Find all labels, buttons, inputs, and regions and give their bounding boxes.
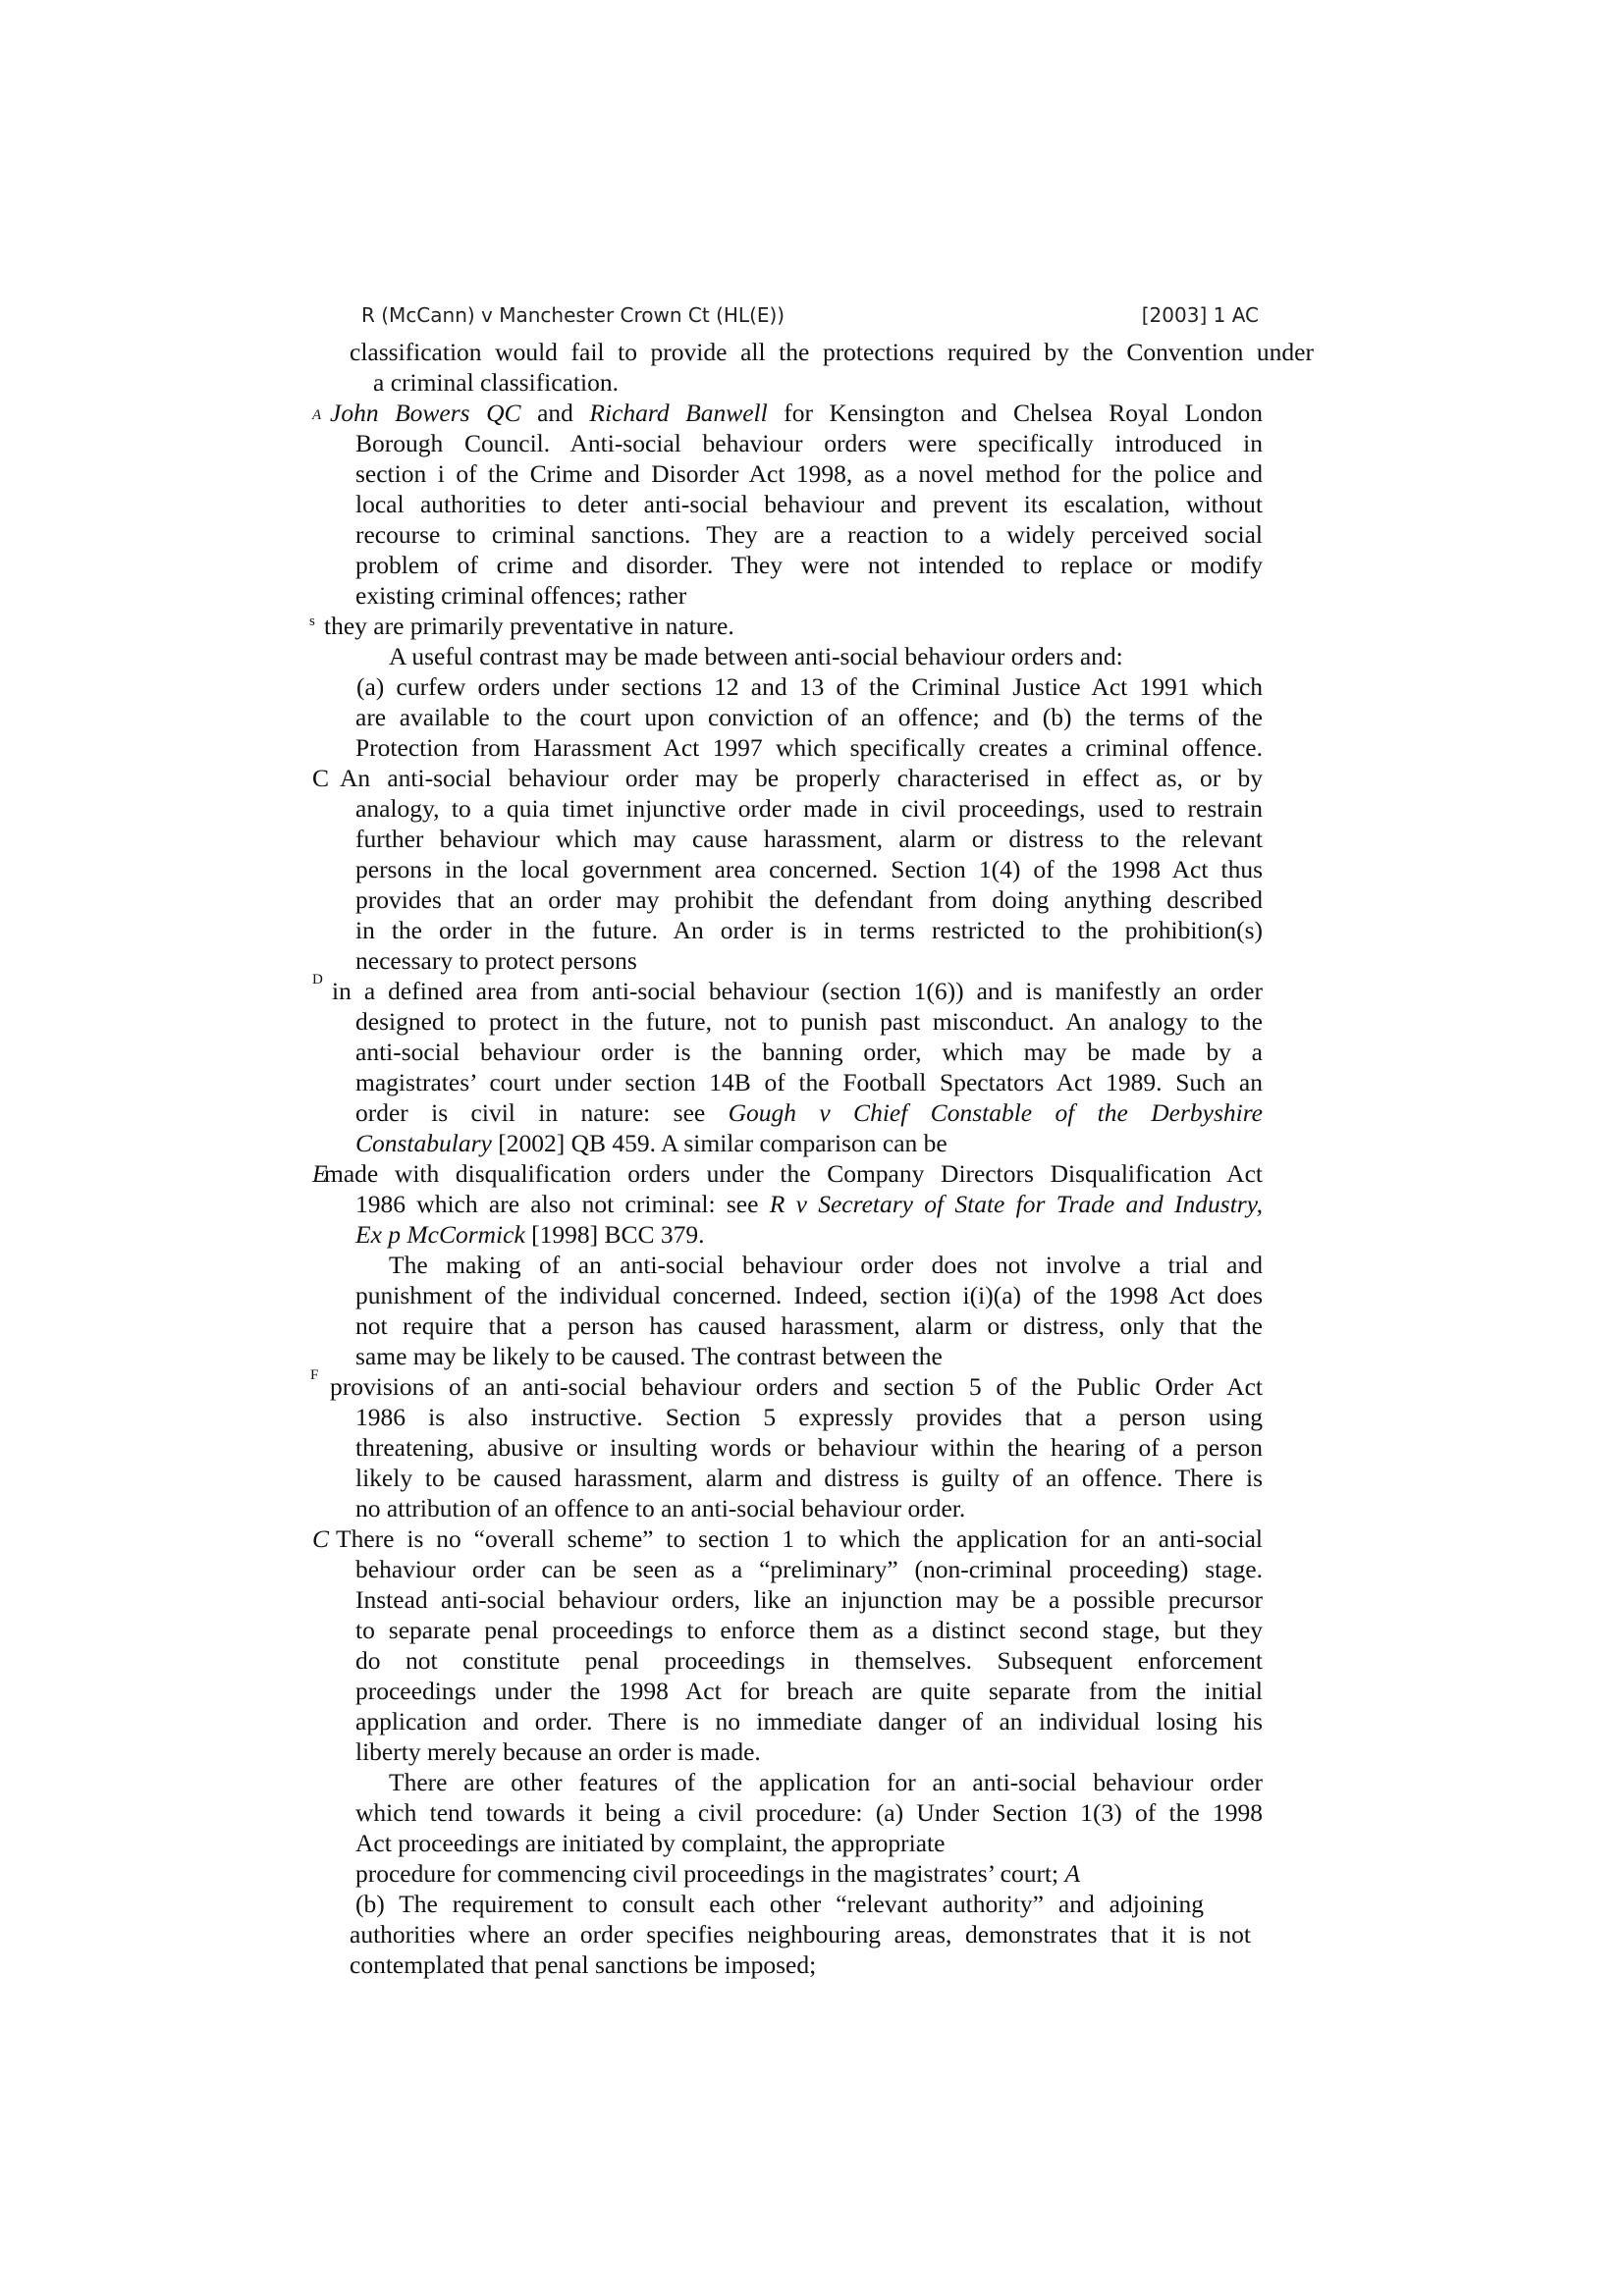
text-line: [355, 1310, 1263, 1341]
text-line: [355, 428, 1263, 458]
text-line: [324, 1158, 1263, 1189]
text-line: [355, 519, 1263, 550]
text-line: [355, 550, 1263, 580]
text-run: behaviour order can be seen as a “preliminary” (non-criminal proceeding) stage.: [355, 1555, 1263, 1583]
text-run: and: [520, 399, 590, 427]
text-line: [355, 1645, 1263, 1676]
text-line: [324, 611, 734, 641]
text-run: persons in the local government area concerned. Section 1(4) of the 1998 Act thus: [355, 855, 1263, 883]
text-run: There is no “overall scheme” to section 1 to which the application for an anti-social: [336, 1524, 1263, 1553]
text-run: An anti-social behaviour order may be properly characterised in effect as, or by: [340, 764, 1263, 792]
text-line: [355, 854, 1263, 884]
text-line: [355, 1493, 965, 1523]
text-run: magistrates’ court under section 14B of the Football Spectators Act 1989. Such an: [355, 1068, 1263, 1096]
text-run: Instead anti-social behaviour orders, like an injunction may be a possible precursor: [355, 1585, 1263, 1614]
text-line: [355, 1097, 1263, 1128]
text-line: [355, 458, 1263, 489]
text-run: are available to the court upon conviction of an offence; and (b) the terms of the: [355, 703, 1263, 731]
margin-letter: E: [312, 1159, 328, 1188]
text-line: [355, 1341, 943, 1371]
text-line: [350, 337, 1314, 367]
text-run: which tend towards it being a civil procedure: (a) Under Section 1(3) of the 1998: [355, 1798, 1263, 1827]
text-line: [355, 793, 1263, 824]
margin-letter: A: [312, 407, 322, 423]
text-line: [355, 1858, 1080, 1889]
text-run: for Kensington and Chelsea Royal London: [767, 399, 1263, 427]
text-run: recourse to criminal sanctions. They are a reaction to a widely perceived social: [355, 520, 1263, 549]
text-line: [355, 1189, 1263, 1219]
text-run: problem of crime and disorder. They were not intended to replace or modify: [355, 551, 1263, 579]
text-run: threatening, abusive or insulting words or behaviour within the hearing of a person: [355, 1433, 1263, 1462]
text-run: A useful contrast may be made between anti-social behaviour orders and:: [389, 642, 1123, 670]
text-line: [373, 367, 619, 398]
text-run: Ex p McCormick: [355, 1220, 525, 1249]
text-run: contemplated that penal sanctions be imposed;: [350, 1950, 817, 1979]
text-line: [332, 976, 1263, 1006]
case-title: R (McCann) v Manchester Crown Ct (HL(E)): [361, 303, 785, 327]
text-line: [355, 1584, 1263, 1615]
text-line: [356, 671, 1263, 702]
text-run: Richard Banwell: [589, 399, 768, 427]
text-run: section i of the Crime and Disorder Act 1998, as a novel method for the police and: [355, 459, 1263, 488]
text-run: authorities where an order specifies neighbouring areas, demonstrates that it is not: [350, 1920, 1251, 1949]
text-run: anti-social behaviour order is the banning order, which may be made by a: [355, 1038, 1263, 1066]
text-line: [355, 1432, 1263, 1463]
text-run: Protection from Harassment Act 1997 which specifically creates a criminal offence.: [355, 733, 1263, 762]
text-run: not require that a person has caused harassment, alarm or distress, only that the: [355, 1311, 1263, 1340]
text-run: same may be likely to be caused. The contrast between the: [355, 1342, 943, 1370]
text-run: liberty merely because an order is made.: [355, 1737, 761, 1766]
text-run: classification would fail to provide all the protections required by the Convention under: [350, 338, 1314, 366]
text-run: (a) curfew orders under sections 12 and 13 of the Criminal Justice Act 1991 which: [356, 672, 1263, 701]
text-line: [355, 915, 1263, 945]
text-line: [330, 398, 1263, 428]
text-line: [355, 732, 1263, 763]
margin-letter: C: [312, 1524, 330, 1553]
text-run: proceedings under the 1998 Act for breach are quite separate from the initial: [355, 1677, 1263, 1705]
text-run: likely to be caused harassment, alarm and distress is guilty of an offence. There is: [355, 1464, 1263, 1492]
text-run: There are other features of the application for an anti-social behaviour order: [389, 1768, 1263, 1796]
text-line: [355, 1889, 1204, 1919]
text-run: provides that an order may prohibit the defendant from doing anything described: [355, 885, 1263, 914]
text-line: [355, 1736, 761, 1767]
text-run: a criminal classification.: [373, 368, 619, 397]
text-line: [340, 763, 1263, 793]
text-line: [355, 489, 1263, 519]
text-run: R v Secretary of State for Trade and Industry,: [769, 1190, 1263, 1218]
text-line: [355, 1219, 705, 1250]
text-run: 1986 which are also not criminal: see: [355, 1190, 770, 1218]
text-run: procedure for commencing civil proceedings in the magistrates’ court;: [355, 1859, 1065, 1888]
text-run: 1986 is also instructive. Section 5 expressly provides that a person using: [355, 1403, 1263, 1431]
margin-letter: s: [309, 614, 315, 629]
text-line: [355, 580, 686, 611]
text-run: The making of an anti-social behaviour order does not involve a trial and: [389, 1251, 1263, 1279]
text-line: [355, 1828, 945, 1858]
text-line: [350, 1919, 1251, 1949]
text-run: to separate penal proceedings to enforce them as a distinct second stage, but they: [355, 1616, 1263, 1644]
text-line: [336, 1523, 1263, 1554]
text-run: Gough v Chief Constable of the Derbyshire: [728, 1098, 1263, 1127]
text-run: designed to protect in the future, not to punish past misconduct. An analogy to the: [355, 1007, 1263, 1036]
text-line: [355, 702, 1263, 732]
text-line: [355, 1280, 1263, 1310]
text-run: existing criminal offences; rather: [355, 581, 687, 610]
text-line: [355, 884, 1263, 915]
margin-letter: F: [310, 1367, 319, 1383]
text-run: [1998] BCC 379.: [524, 1220, 705, 1249]
text-run: in the order in the future. An order is in terms restricted to the prohibition(s): [355, 916, 1263, 944]
text-run: [2002] QB 459. A similar comparison can be: [491, 1129, 947, 1157]
text-line: [355, 1676, 1263, 1706]
text-line: [355, 1554, 1263, 1584]
text-run: analogy, to a quia timet injunctive order made in civil proceedings, used to restrain: [355, 794, 1263, 823]
text-run: John Bowers QC: [330, 399, 521, 427]
text-run: local authorities to deter anti-social behaviour and prevent its escalation, without: [355, 490, 1263, 518]
text-line: [355, 824, 1263, 854]
text-line: [330, 1371, 1263, 1402]
text-line: [355, 1067, 1263, 1097]
text-run: Borough Council. Anti-social behaviour orders were specifically introduced in: [355, 429, 1263, 457]
text-run: made with disqualification orders under the Company Directors Disqualification Act: [324, 1159, 1263, 1188]
text-line: [355, 1797, 1263, 1828]
text-run: (b) The requirement to consult each other “relevant authority” and adjoining: [355, 1890, 1204, 1918]
text-run: application and order. There is no immediate danger of an individual losing his: [355, 1707, 1263, 1735]
citation: [2003] 1 AC: [1141, 303, 1259, 327]
text-run: order is civil in nature: see: [355, 1098, 729, 1127]
running-head: [361, 298, 1259, 332]
text-line: [350, 1949, 816, 1980]
text-run: Act proceedings are initiated by complaint, the appropriate: [355, 1829, 946, 1857]
text-line: [355, 945, 637, 976]
text-run: A: [1064, 1859, 1081, 1888]
text-run: punishment of the individual concerned. Indeed, section i(i)(a) of the 1998 Act does: [355, 1281, 1263, 1309]
text-line: [389, 1250, 1263, 1280]
text-run: provisions of an anti-social behaviour orders and section 5 of the Public Order Act: [330, 1372, 1263, 1401]
text-run: necessary to protect persons: [355, 946, 637, 975]
text-line: [355, 1463, 1263, 1493]
text-run: Constabulary: [355, 1129, 492, 1157]
margin-letter: C: [312, 764, 330, 792]
text-line: [355, 1402, 1263, 1432]
text-run: do not constitute penal proceedings in themselves. Subsequent enforcement: [355, 1646, 1263, 1675]
margin-letter: D: [312, 972, 323, 988]
text-line: [355, 1006, 1263, 1037]
text-run: they are primarily preventative in nature.: [324, 612, 734, 640]
text-run: in a defined area from anti-social behaviour (section 1(6)) and is manifestly an order: [332, 977, 1263, 1005]
text-run: further behaviour which may cause harassment, alarm or distress to the relevant: [355, 825, 1263, 853]
text-line: [355, 1615, 1263, 1645]
text-run: no attribution of an offence to an anti-social behaviour order.: [355, 1494, 966, 1522]
text-line: [355, 1706, 1263, 1736]
text-line: [389, 1767, 1263, 1797]
text-line: [355, 1037, 1263, 1067]
text-line: [355, 1128, 947, 1158]
text-line: [389, 641, 1123, 671]
